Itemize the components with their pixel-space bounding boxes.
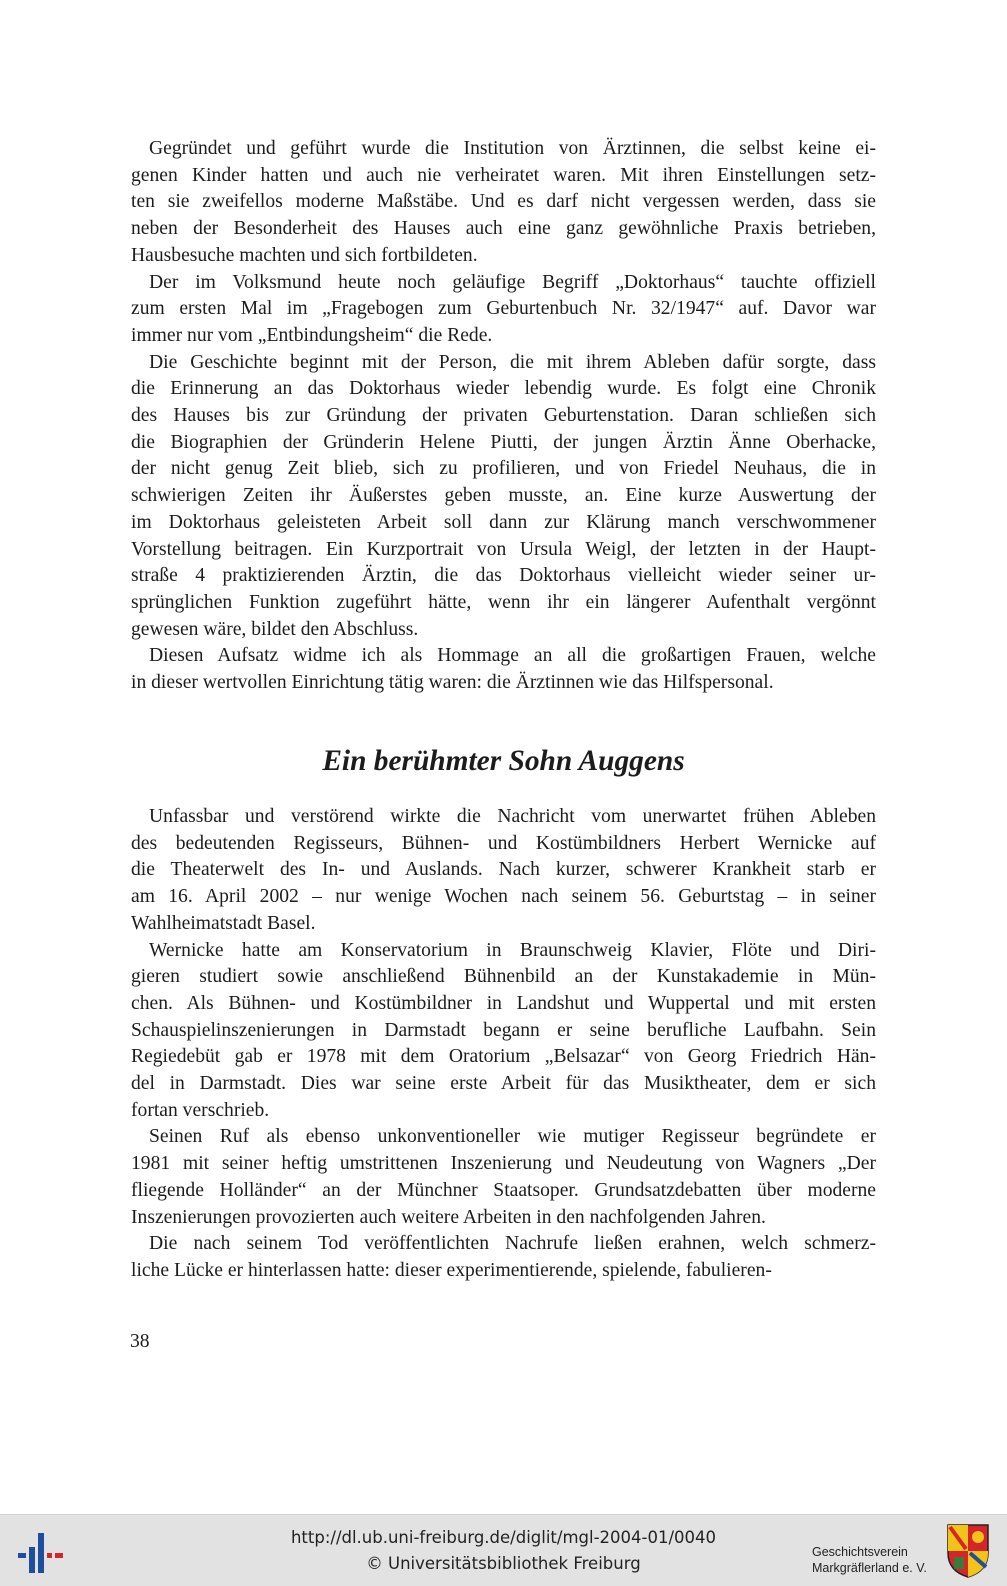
society-line-2: Markgräflerland e. V.: [812, 1561, 927, 1575]
paragraph: [131, 804, 876, 938]
text-line: Die nach seinem Tod veröffentlichten Nachrufe ließen erahnen, welch schmerz-: [149, 1233, 876, 1255]
footer-bar: [0, 1514, 1007, 1586]
text-line: zum ersten Mal im „Fragebogen zum Geburtenbuch Nr. 32/1947“ auf. Davor war: [131, 298, 876, 320]
text-line: sprünglichen Funktion zugeführt hätte, wenn ihr ein längerer Aufenthalt vergönnt: [131, 591, 876, 613]
text-line: in dieser wertvollen Einrichtung tätig waren: die Ärztinnen wie das Hilfspersonal.: [131, 672, 774, 694]
page-body: [131, 136, 876, 1281]
text-line: Der im Volksmund heute noch geläufige Begriff „Doktorhaus“ tauchte offiziell: [149, 271, 876, 293]
text-line: des bedeutenden Regisseurs, Bühnen- und Kostümbildners Herbert Wernicke auf: [131, 832, 876, 854]
text-line: fliegende Holländer“ an der Münchner Staatsoper. Grundsatzdebatten über moderne: [131, 1179, 876, 1201]
text-line: am 16. April 2002 – nur wenige Wochen nach seinem 56. Geburtstag – in seiner: [131, 886, 876, 908]
text-line: fortan verschrieb.: [131, 1099, 270, 1121]
text-line: Die Geschichte beginnt mit der Person, die mit ihrem Ableben dafür sorgte, dass: [149, 351, 876, 373]
copyright-text: © Universitätsbibliothek Freiburg: [366, 1554, 641, 1573]
text-line: Hausbesuche machten und sich fortbildeten.: [131, 244, 478, 266]
paragraph: [131, 1231, 876, 1284]
text-line: des Hauses bis zur Gründung der privaten Geburtenstation. Daran schließen sich: [131, 405, 876, 427]
text-line: straße 4 praktizierenden Ärztin, die das Doktorhaus vielleicht wieder seiner ur-: [131, 565, 876, 587]
text-line: gewesen wäre, bildet den Abschluss.: [131, 618, 419, 640]
coat-of-arms-icon: [946, 1523, 990, 1579]
text-line: Unfassbar und verstörend wirkte die Nachricht vom unerwartet frühen Ableben: [149, 806, 876, 827]
society-name: [812, 1544, 942, 1576]
text-line: chen. Als Bühnen- und Kostümbildner in Landshut und Wuppertal und mit ersten: [131, 992, 876, 1014]
text-line: ten sie zweifellos moderne Maßstäbe. Und es darf nicht vergessen werden, dass sie: [131, 191, 876, 213]
text-line: gieren studiert sowie anschließend Bühnenbild an der Kunstakademie in Mün-: [131, 966, 876, 988]
text-line: Gegründet und geführt wurde die Institution von Ärztinnen, die selbst keine ei-: [149, 138, 876, 159]
text-line: Wernicke hatte am Konservatorium in Braunschweig Klavier, Flöte und Diri-: [149, 939, 876, 961]
text-line: neben der Besonderheit des Hauses auch eine ganz gewöhnliche Praxis betrieben,: [131, 218, 876, 240]
paragraphs-bottom: [131, 804, 876, 1285]
text-line: die Erinnerung an das Doktorhaus wieder lebendig wurde. Es folgt eine Chronik: [131, 378, 876, 400]
paragraph: [131, 1124, 876, 1231]
text-line: der nicht genug Zeit blieb, sich zu profilieren, und von Friedel Neuhaus, die in: [131, 458, 876, 480]
paragraph: [131, 136, 876, 270]
text-line: immer nur vom „Entbindungsheim“ die Rede.: [131, 324, 493, 346]
text-line: Inszenierungen provozierten auch weitere Arbeiten in den nachfolgenden Jahren.: [131, 1206, 766, 1228]
text-line: schwierigen Zeiten ihr Äußerstes geben musste, an. Eine kurze Auswertung der: [131, 485, 876, 507]
text-line: Wahlheimatstadt Basel.: [131, 912, 316, 934]
text-line: die Biographien der Gründerin Helene Piutti, der jungen Ärztin Änne Oberhacke,: [131, 431, 876, 453]
text-line: Regiedebüt gab er 1978 mit dem Oratorium „Belsazar“ von Georg Friedrich Hän-: [131, 1046, 876, 1068]
text-line: del in Darmstadt. Dies war seine erste Arbeit für das Musiktheater, dem er sich: [131, 1073, 876, 1095]
text-line: Vorstellung beitragen. Ein Kurzportrait von Ursula Weigl, der letzten in der Haupt-: [131, 538, 876, 560]
source-url-link[interactable]: http://dl.ub.uni-freiburg.de/diglit/mgl-2004-01/0040: [290, 1528, 717, 1547]
text-line: im Doktorhaus geleisteten Arbeit soll dann zur Klärung manch verschwommener: [131, 511, 876, 533]
paragraph: [131, 938, 876, 1125]
paragraph: [131, 270, 876, 350]
text-line: die Theaterwelt des In- und Auslands. Nach kurzer, schwerer Krankheit starb er: [131, 859, 876, 881]
paragraph: [131, 350, 876, 644]
paragraph: [131, 643, 876, 696]
text-line: Seinen Ruf als ebenso unkonventioneller wie mutiger Regisseur begründete er: [149, 1126, 876, 1148]
text-line: liche Lücke er hinterlassen hatte: dieser experimentierende, spielende, fabulieren-: [131, 1259, 772, 1281]
text-line: Schauspielinszenierungen in Darmstadt begann er seine berufliche Laufbahn. Sein: [131, 1019, 876, 1041]
society-line-1: Geschichtsverein: [812, 1545, 908, 1559]
text-line: Diesen Aufsatz widme ich als Hommage an all die großartigen Frauen, welche: [149, 645, 876, 667]
page-number: 38: [130, 1331, 150, 1352]
text-line: 1981 mit seiner heftig umstrittenen Inszenierung und Neudeutung von Wagners „Der: [131, 1153, 876, 1175]
section-heading: Ein berühmter Sohn Auggens: [322, 745, 685, 777]
text-line: genen Kinder hatten und auch nie verheiratet waren. Mit ihren Einstellungen setz-: [131, 164, 876, 186]
paragraphs-top: [131, 136, 876, 697]
